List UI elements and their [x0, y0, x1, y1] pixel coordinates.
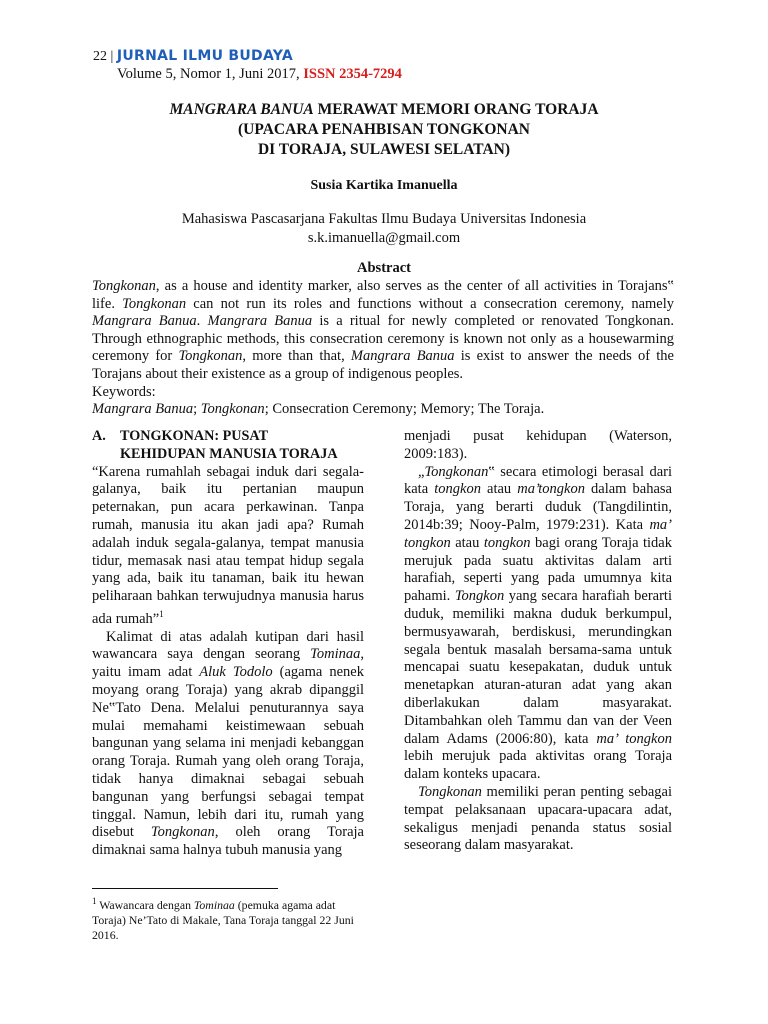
text: lebih merujuk pada aktivitas orang Toraja dalam konteks upacara.: [404, 748, 672, 783]
abstract-term: Tongkonan: [178, 348, 243, 365]
term: Aluk Todolo: [199, 664, 273, 681]
text: Kalimat di atas adalah kutipan dari hasil wawancara saya dengan seorang: [92, 628, 364, 663]
paragraph: [404, 464, 672, 784]
footnote: [92, 894, 370, 943]
paragraph: [404, 784, 672, 855]
term: tongkon: [483, 534, 531, 551]
text: dalam bahasa Toraja, yang berarti duduk (Tangdilintin, 2014b:39; Nooy-Palm, 1979:231). Kata: [404, 481, 672, 533]
abstract-text: is a ritual for newly completed or renovated Tongkonan. Through ethnographic methods, this consecration ceremony is known not only as a housewarming ceremony for: [92, 313, 674, 365]
term: ma’tongkon: [517, 481, 585, 498]
footnote-term: Tominaa: [193, 897, 235, 912]
abstract-paragraph: [92, 278, 674, 384]
page-number: 22 |: [93, 49, 114, 64]
interview-quote: [92, 464, 364, 629]
footnote-marker: 1: [159, 608, 164, 619]
abstract-term: Tongkonan: [122, 295, 187, 312]
keywords-label: Keywords:: [92, 383, 156, 400]
term: Tongkonan: [150, 824, 215, 841]
footnote-text: Wawancara dengan: [96, 897, 194, 912]
text: , oleh orang Toraja dimaknai sama halnya tubuh manusia yang: [92, 824, 364, 859]
left-column: [92, 428, 364, 860]
abstract-text: is exist to answer the needs of the Torajans about their existence as a group of indigenous peoples.: [92, 348, 674, 382]
text: ‟ secara etimologi berasal dari kata: [404, 463, 672, 498]
abstract-term: Mangrara Banua: [207, 313, 313, 330]
title-line2: (UPACARA PENAHBISAN TONGKONAN: [238, 121, 530, 138]
section-letter: A.: [92, 428, 106, 444]
paragraph: [92, 629, 364, 860]
keywords-list: [92, 401, 674, 419]
issn-text: ISSN 2354-7294: [303, 66, 402, 82]
abstract-text: .: [196, 313, 208, 330]
email: s.k.imanuella@gmail.com: [307, 230, 461, 246]
text: atau: [480, 481, 518, 498]
text: yang secara harafiah berarti duduk, memiliki makna duduk berkumpul, bermusyawarah, berdiskusi, merundingkan segala bentuk masalah bersama-sama untuk mencapai suatu kesepakatan, duduk untuk menetapkan aturan-aturan adat yang akan diberlakukan dalam masyarakat. Ditambahkan oleh Tammu dan van der Veen dalam Adams (2006:80), kata: [404, 588, 672, 747]
footnote-divider: [92, 888, 278, 889]
abstract-term: Mangrara Banua: [92, 313, 197, 330]
abstract-text: , more than that,: [242, 348, 351, 365]
affiliation: Mahasiswa Pascasarjana Fakultas Ilmu Budaya Universitas Indonesia: [181, 211, 587, 227]
section-heading: [92, 428, 364, 464]
text: (agama nenek moyang orang Toraja) yang akrab dipanggil Ne‟Tato Dena. Melalui penuturannya saya mulai memahami keistimewaan sebuah bangunan yang selama ini menjadi kebanggan orang Toraja. Rumah yang oleh orang Toraja, tidak hanya dimaknai sebagai sebuah bangunan yang berfungsi sebagai tempat tinggal. Namun, lebih dari itu, rumah yang disebut: [92, 664, 364, 841]
article-title: [90, 100, 678, 160]
footnote-number: 1: [92, 896, 97, 906]
abstract-heading: Abstract: [357, 260, 411, 276]
abstract-body: [92, 278, 674, 419]
abstract-term: Tongkonan: [92, 278, 156, 294]
section-title-line2: KEHIDUPAN MANUSIA TORAJA: [120, 445, 338, 462]
keyword: Mangrara Banua: [92, 401, 194, 418]
text: bagi orang Toraja tidak merujuk pada suatu aktivitas dalam arti harafiah, seperti yang pada umumnya kita pahami.: [404, 534, 672, 605]
title-line1: MERAWAT MEMORI ORANG TORAJA: [313, 101, 599, 118]
right-column: [404, 428, 672, 855]
abstract-text: , as a house and identity marker, also serves as the center of all activities in Torajans‟ life.: [92, 278, 674, 312]
term: ma’ tongkon: [596, 730, 672, 747]
text: „: [418, 463, 425, 480]
volume-text: Volume 5, Nomor 1, Juni 2017,: [117, 66, 300, 82]
text: , yaitu imam adat: [92, 646, 364, 681]
title-line3: DI TORAJA, SULAWESI SELATAN): [257, 141, 511, 158]
author-name: Susia Kartika Imanuella: [310, 178, 458, 193]
term: ma’ tongkon: [404, 516, 672, 551]
journal-title: JURNAL ILMU BUDAYA: [116, 48, 294, 64]
term: Tongkon: [454, 588, 505, 605]
term: tongkon: [434, 481, 481, 498]
abstract-text: can not run its roles and functions without a consecration ceremony, namely: [186, 295, 674, 312]
volume-info: [117, 66, 402, 83]
section-title-line1: TONGKONAN: PUSAT: [120, 428, 269, 444]
title-italic: MANGRARA BANUA: [169, 101, 314, 118]
affiliation-block: [90, 210, 678, 248]
term: Tongkonan: [424, 463, 489, 480]
keyword: Tongkonan: [200, 401, 265, 418]
keyword: ; Consecration Ceremony; Memory; The Toraja.: [264, 401, 545, 418]
section-title: [120, 428, 338, 464]
keyword-sep: ;: [193, 401, 201, 418]
term: Tominaa: [310, 646, 361, 663]
quote-text: “Karena rumahlah sebagai induk dari segala-galanya, baik itu pertanian maupun peternakan, pun acara perkawinan. Tanpa rumah, manusia itu akan jadi apa? Rumah adalah induk segala-galanya, tempat manusia tidur, memasak nasi atau tempat hidup segala yang ada, baik itu tanaman, baik itu hewan peliharaan bahkan terwujudnya manusia harus ada rumah”: [92, 463, 364, 627]
text: atau: [450, 534, 484, 551]
footnote-text: (pemuka agama adat Toraja) Ne’Tato di Makale, Tana Toraja tanggal 22 Juni 2016.: [92, 897, 354, 942]
term: Tongkonan: [418, 783, 482, 800]
paragraph-continued: menjadi pusat kehidupan (Waterson, 2009:183).: [404, 428, 672, 462]
running-header: [93, 48, 293, 65]
text: memiliki peran penting sebagai tempat pelaksanaan upacara-upacara adat, sekaligus menjadi penanda status sosial seseorang dalam masyarakat.: [404, 783, 672, 854]
abstract-term: Mangrara Banua: [350, 348, 455, 365]
